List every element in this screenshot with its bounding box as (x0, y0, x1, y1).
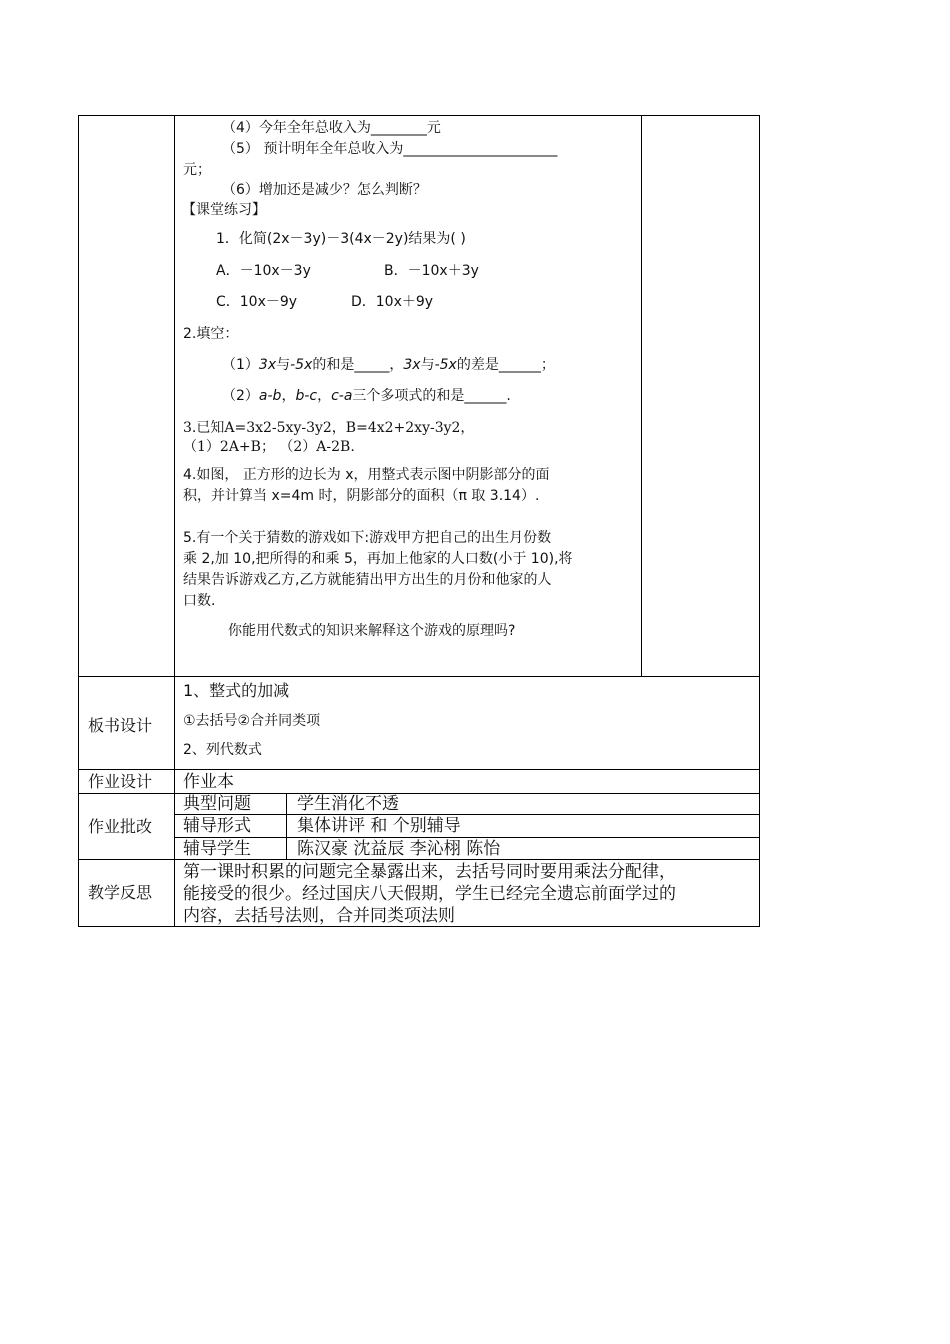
correction-row-1-key: 辅导形式 (183, 816, 251, 836)
lesson-item-6: （6）增加还是减少？怎么判断？ (222, 182, 427, 198)
board-label: 板书设计 (88, 716, 153, 735)
q2-l2-p5: c-a (331, 388, 353, 404)
q2-l1-p2: 与 (276, 357, 291, 373)
q2-l2-p2: ， (281, 388, 296, 404)
q2-l2-p4: ， (317, 388, 332, 404)
homework-value: 作业本 (183, 772, 234, 792)
q3-line1: 3.已知A=3x2-5xy-3y2，B=4x2+2xy-3y2， (183, 420, 475, 436)
practice-heading: 【课堂练习】 (182, 202, 266, 218)
q2-label: 2.填空： (183, 326, 239, 342)
table-border-top (78, 115, 760, 116)
q1-option-d: D．10x＋9y (351, 294, 434, 310)
q2-l2-p1: a-b (258, 388, 282, 404)
q5-line2: 乘 2,加 10,把所得的和乘 5，再加上他家的人口数(小于 10),将 (183, 551, 573, 567)
q2-l1-p5: 3x (403, 357, 421, 373)
q1-stem: 1．化简(2x－3y)－3(4x－2y)结果为( ) (216, 231, 466, 247)
q2-l2-p6: 三个多项式的和是______. (352, 388, 511, 404)
correction-label: 作业批改 (88, 817, 153, 836)
q5-line4: 口数. (183, 593, 216, 609)
reflection-line2: 能接受的很少。经过国庆八天假期，学生已经完全遗忘前面学过的 (183, 884, 676, 904)
board-line1: 1、整式的加减 (183, 681, 290, 700)
table-divider-board (78, 676, 760, 677)
q2-l1-p8: 的差是______； (456, 357, 555, 373)
q2-l2-p0: （2） (222, 388, 259, 404)
q5-line1: 5.有一个关于猜数的游戏如下:游戏甲方把自己的出生月份数 (183, 530, 552, 546)
q4-line2: 积，并计算当 x=4m 时，阴影部分的面积（π 取 3.14）. (183, 488, 540, 504)
board-line3: 2、列代数式 (183, 742, 262, 758)
board-line2: ①去括号②合并同类项 (183, 713, 321, 729)
q1-option-a: A．－10x－3y (216, 263, 311, 279)
lesson-item-4: （4）今年全年总收入为________元 (222, 120, 441, 136)
table-col-divider-right (641, 115, 642, 677)
q2-line1 (222, 356, 555, 374)
q2-l2-p3: b-c (295, 388, 318, 404)
q2-l1-p3: -5x (290, 357, 313, 373)
q2-l1-p1: 3x (258, 357, 277, 373)
table-divider-correction-row2 (174, 837, 760, 838)
lesson-item-5-unit: 元； (183, 162, 211, 178)
q4-line1: 4.如图， 正方形的边长为 x，用整式表示图中阴影部分的面 (183, 467, 550, 483)
table-divider-correction-row1 (174, 814, 760, 815)
q2-l1-p4: 的和是_____， (312, 357, 404, 373)
q2-l1-p0: （1） (222, 357, 259, 373)
reflection-line3: 内容，去括号法则，合并同类项法则 (183, 906, 455, 926)
lesson-item-5: （5） 预计明年全年总收入为______________________ (222, 141, 558, 157)
correction-row-2-key: 辅导学生 (183, 839, 251, 859)
correction-row-2-value: 陈汉豪 沈益辰 李沁栩 陈怡 (297, 839, 501, 859)
q5-line5: 你能用代数式的知识来解释这个游戏的原理吗? (228, 623, 516, 639)
table-divider-correction (78, 793, 760, 794)
reflection-label: 教学反思 (88, 883, 153, 902)
correction-row-0-value: 学生消化不透 (297, 794, 399, 814)
q5-line3: 结果告诉游戏乙方,乙方就能猜出甲方出生的月份和他家的人 (183, 572, 552, 588)
correction-row-0-key: 典型问题 (183, 794, 251, 814)
q1-option-c: C．10x－9y (216, 294, 298, 310)
correction-key-divider (286, 793, 287, 860)
q2-l1-p7: -5x (434, 357, 457, 373)
table-col-divider (174, 115, 175, 927)
q2-line2 (222, 387, 511, 405)
table-divider-homework (78, 769, 760, 770)
table-border-right (759, 115, 760, 927)
q1-option-b: B．－10x＋3y (384, 263, 479, 279)
table-border-left (78, 115, 79, 927)
homework-label: 作业设计 (88, 772, 153, 791)
q2-l1-p6: 与 (420, 357, 435, 373)
reflection-line1: 第一课时积累的问题完全暴露出来，去括号同时要用乘法分配律， (183, 862, 676, 882)
correction-row-1-value: 集体讲评 和 个别辅导 (297, 816, 461, 836)
q3-line2: （1）2A+B； （2）A-2B. (183, 439, 355, 455)
